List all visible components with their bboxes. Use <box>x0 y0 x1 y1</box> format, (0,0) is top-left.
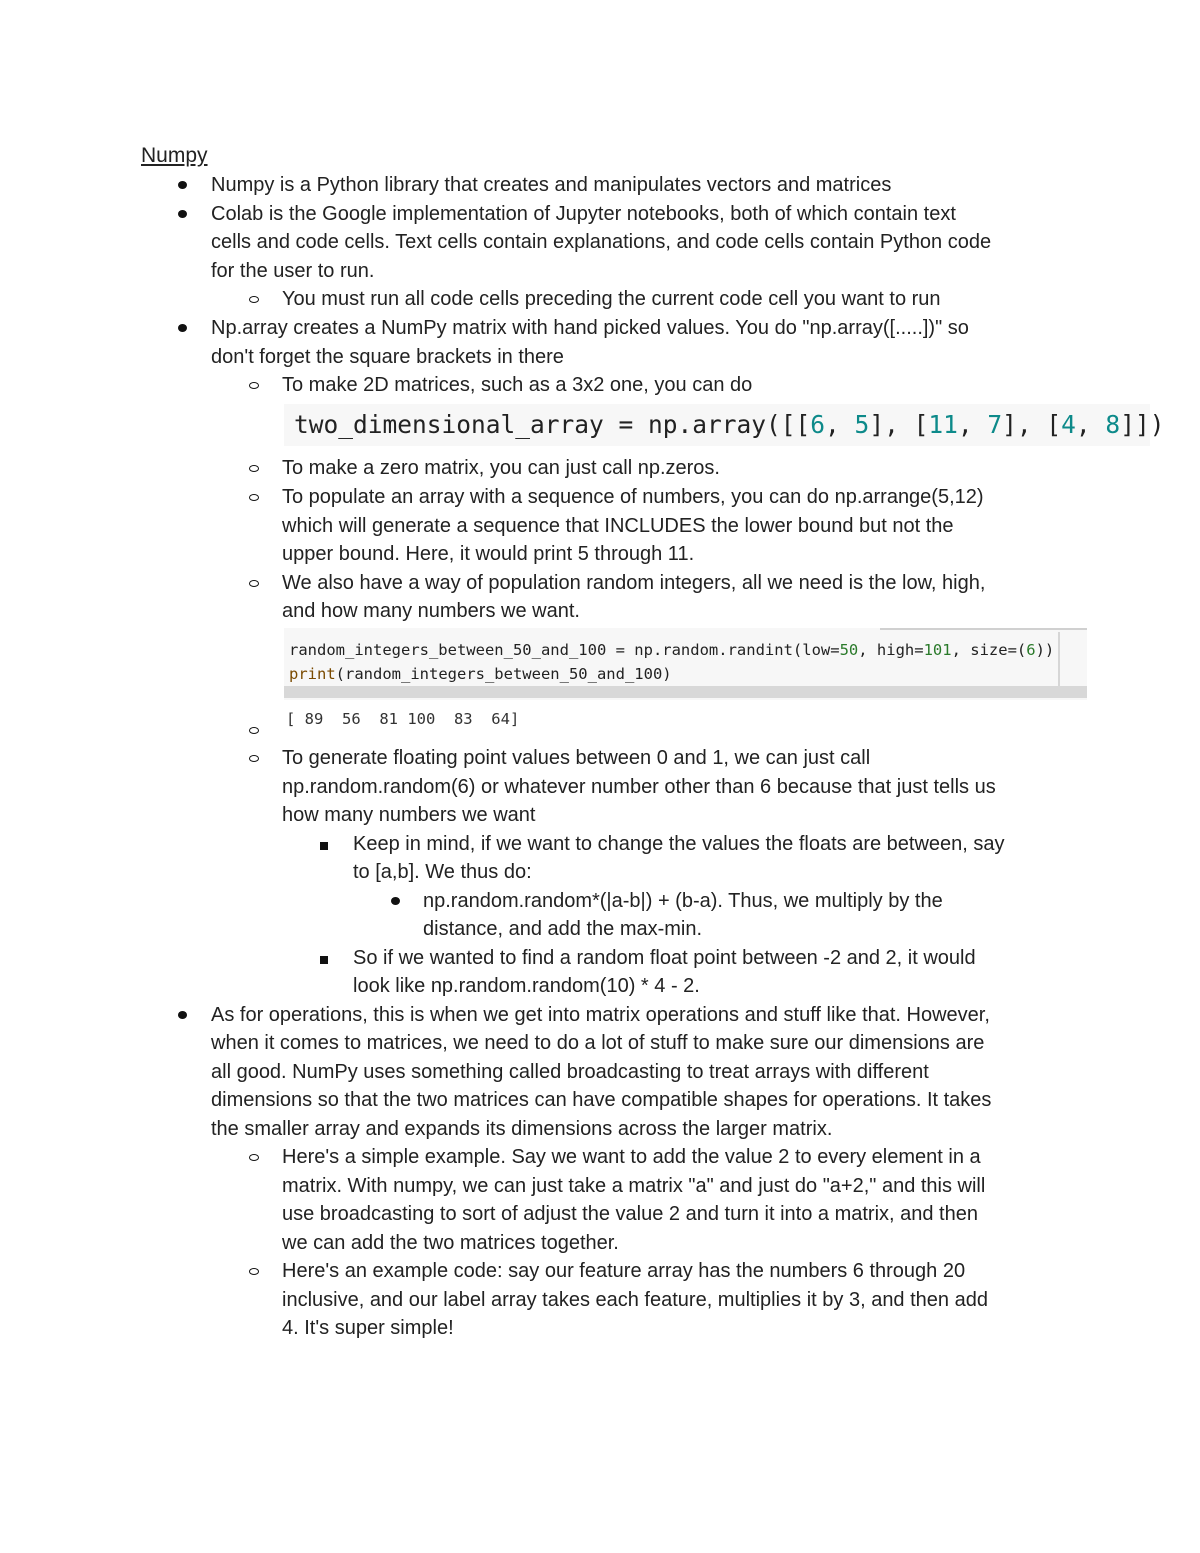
text-line: cells and code cells. Text cells contain explanations, and code cells contain Python code <box>211 231 992 253</box>
text-line: To generate floating point values between 0 and 1, we can just call <box>282 747 871 769</box>
text-line: to [a,b]. We thus do: <box>353 861 532 883</box>
text-line: Colab is the Google implementation of Jupyter notebooks, both of which contain text <box>211 203 956 225</box>
text-line: the smaller array and expands its dimensions across the larger matrix. <box>211 1118 833 1140</box>
text-line: So if we wanted to find a random float point between -2 and 2, it would <box>353 947 976 969</box>
circle-bullet-icon <box>249 727 259 734</box>
circle-bullet-icon <box>249 755 259 762</box>
text-line: To make 2D matrices, such as a 3x2 one, you can do <box>282 374 753 396</box>
text-line: how many numbers we want <box>282 804 536 826</box>
code-output: [ 89 56 81 100 83 64] <box>286 710 520 728</box>
text-line: which will generate a sequence that INCLUDES the lower bound but not the <box>282 515 954 537</box>
square-bullet-icon <box>320 956 328 964</box>
cell-top-border <box>880 628 1087 630</box>
text-line: To make a zero matrix, you can just call np.zeros. <box>282 457 720 479</box>
circle-bullet-icon <box>249 580 259 587</box>
circle-bullet-icon <box>249 1268 259 1275</box>
text-line: We also have a way of population random integers, all we need is the low, high, <box>282 572 986 594</box>
code-snippet-text: two_dimensional_array = np.array([[6, 5], [11, 7], [4, 8]]) <box>294 410 1165 439</box>
text-line: for the user to run. <box>211 260 375 282</box>
circle-bullet-icon <box>249 296 259 303</box>
text-line: look like np.random.random(10) * 4 - 2. <box>353 975 700 997</box>
text-line: upper bound. Here, it would print 5 through 11. <box>282 543 695 565</box>
bullet-icon <box>391 897 400 905</box>
text-line: Keep in mind, if we want to change the values the floats are between, say <box>353 833 1005 855</box>
text-line: when it comes to matrices, we need to do a lot of stuff to make sure our dimensions are <box>211 1032 985 1054</box>
text-line: np.random.random(6) or whatever number other than 6 because that just tells us <box>282 776 996 798</box>
page-title: Numpy <box>141 144 208 167</box>
text-line: we can add the two matrices together. <box>282 1232 619 1254</box>
bullet-icon <box>178 1011 187 1019</box>
bullet-icon <box>178 324 187 332</box>
circle-bullet-icon <box>249 382 259 389</box>
square-bullet-icon <box>320 842 328 850</box>
bullet-icon <box>178 181 187 189</box>
text-line: don't forget the square brackets in there <box>211 346 564 368</box>
text-line: matrix. With numpy, we can just take a matrix "a" and just do "a+2," and this will <box>282 1175 986 1197</box>
text-line: inclusive, and our label array takes each feature, multiplies it by 3, and then add <box>282 1289 988 1311</box>
cell-divider <box>1058 632 1060 686</box>
text-line: You must run all code cells preceding the current code cell you want to run <box>282 288 941 310</box>
text-line: use broadcasting to sort of adjust the value 2 and turn it into a matrix, and then <box>282 1203 978 1225</box>
circle-bullet-icon <box>249 465 259 472</box>
text-line: distance, and add the max-min. <box>423 918 703 940</box>
text-line: Np.array creates a NumPy matrix with hand picked values. You do "np.array([.....])" so <box>211 317 969 339</box>
circle-bullet-icon <box>249 494 259 501</box>
code-cell-line-2: print(random_integers_between_50_and_100) <box>289 665 672 683</box>
text-line: and how many numbers we want. <box>282 600 580 622</box>
bullet-icon <box>178 210 187 218</box>
text-line: Numpy is a Python library that creates and manipulates vectors and matrices <box>211 174 892 196</box>
text-line: Here's an example code: say our feature array has the numbers 6 through 20 <box>282 1260 966 1282</box>
text-line: dimensions so that the two matrices can have compatible shapes for operations. It takes <box>211 1089 992 1111</box>
text-line: all good. NumPy uses something called broadcasting to treat arrays with different <box>211 1061 929 1083</box>
text-line: As for operations, this is when we get into matrix operations and stuff like that. However, <box>211 1004 990 1026</box>
text-line: To populate an array with a sequence of numbers, you can do np.arrange(5,12) <box>282 486 984 508</box>
code-cell-line-1: random_integers_between_50_and_100 = np.random.randint(low=50, high=101, size=(6)) <box>289 641 1055 659</box>
text-line: Here's a simple example. Say we want to add the value 2 to every element in a <box>282 1146 981 1168</box>
text-line: 4. It's super simple! <box>282 1317 454 1339</box>
text-line: np.random.random*(|a-b|) + (b-a). Thus, we multiply by the <box>423 890 943 912</box>
cell-scrollbar <box>284 686 1087 698</box>
circle-bullet-icon <box>249 1154 259 1161</box>
